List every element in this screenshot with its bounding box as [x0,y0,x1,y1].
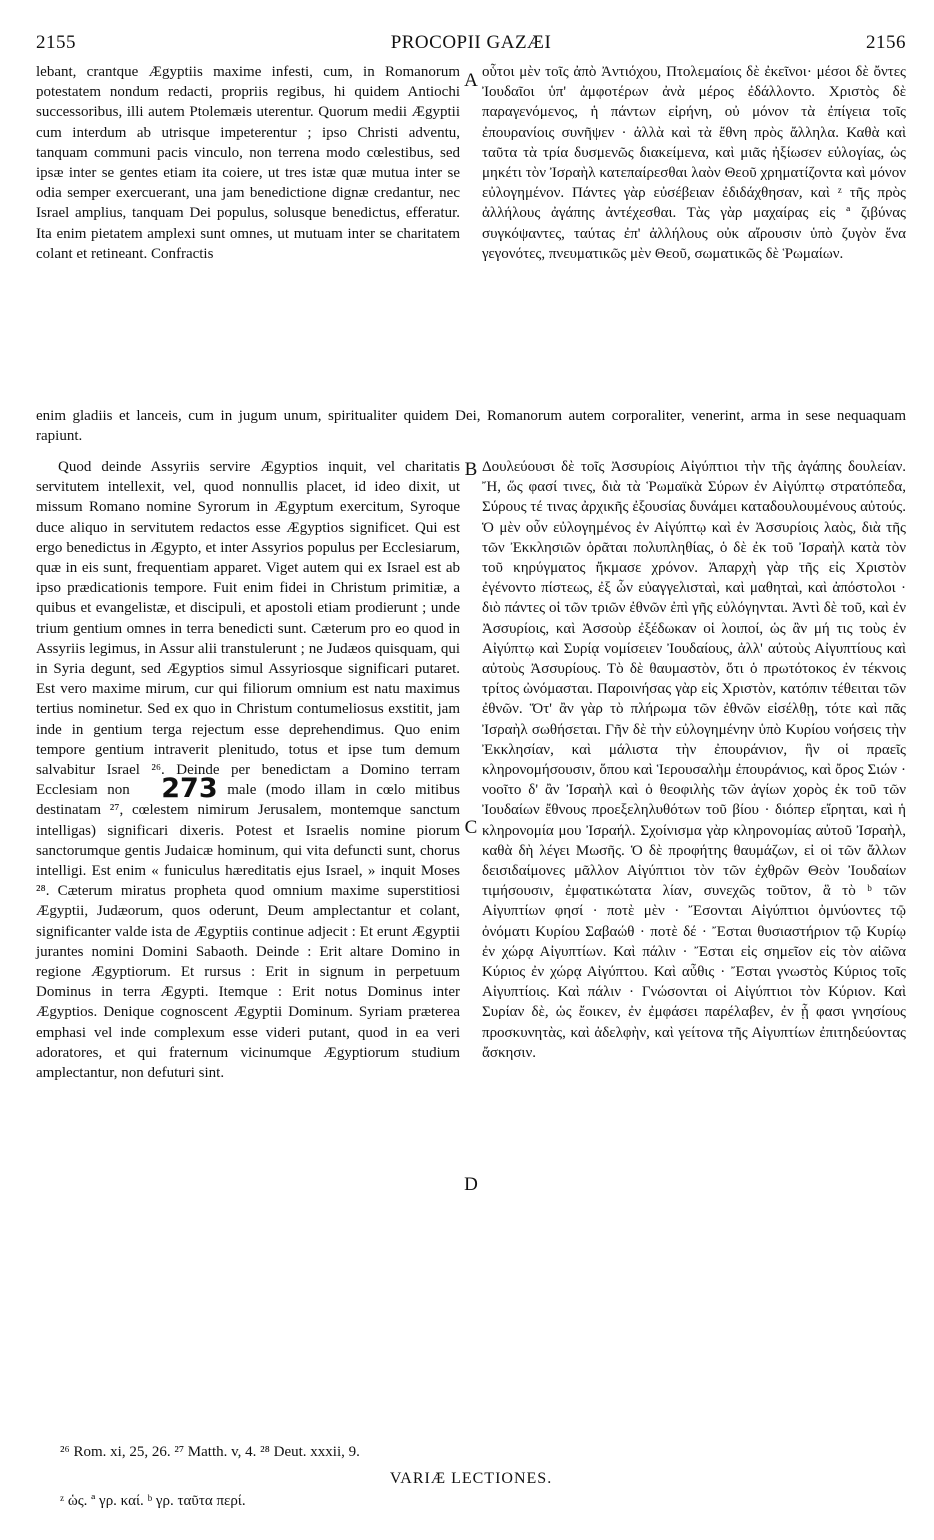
footnotes: ²⁶ Rom. xi, 25, 26. ²⁷ Matth. v, 4. ²⁸ Deut. xxxii, 9. [60,1444,360,1460]
margin-marker-a: A [464,70,478,91]
latin-main-paragraph [36,457,460,1083]
greek-main-paragraph: Δουλεύουσι δὲ τοῖς Ἀσσυρίοις Αἰγύπτιοι τὴν τῆς ἀγάπης δουλείαν. Ἤ, ὥς φασί τινες, διὰ τὰ Ῥωμαϊκὰ Σύρων ἐν Αἰγύπτῳ στρατόπεδα, Σύρους τέ τινας ἀρχικῆς ἐξουσίας δυνάμει καταδουλουμένους αὐτούς. Ὁ μὲν οὖν εὐλογημένος ἐν Αἰγύπτῳ καὶ ἐν Ἀσσυρίοις λαὸς, διὰ τῆς τῶν Ἐκκλησιῶν ὁρᾶται πολυπληθίας, ὁ δὲ ἐκ τοῦ Ἰσραὴλ κατὰ τὸν τοῦ κηρύγματος ἤκμασε χρόνον. Ἀπαρχὴ γὰρ τῆς εἰς Χριστὸν ἐγένοντο πίστεως, ἐξ ὧν εὐαγγελισταὶ, καὶ μαθηταὶ, καὶ ἀπόστολοι · διὸ πάντες οἱ τῶν τριῶν ἐθνῶν ἐπὶ γῆς εὐλόγηνται. Ἀντὶ δὲ τοῦ, καὶ ἐν Ἀσσυρίοις, καὶ Ἀσσοὺρ ἐξέδωκαν οἱ λοιποί, ὡς ἂν μή τις τοὺς ἐν Αἰγύπτῳ καὶ Συρίᾳ νομίσειεν Ἰουδαίους, ἀλλ' αὐτοὺς Αἰγυπτίους καὶ αὐτοὺς Ἀσσυρίους. Τὸ δὲ θαυμαστὸν, ὅτι ὁ πρωτότοκος ἐν τέκνοις τρίτος ὠνόμασται. Παροινήσας γὰρ εἰς Χριστὸν, κατόπιν τέθειται τῶν ἐθνῶν. Ὅτ' ἂν γὰρ τὸ πλήρωμα τῶν ἐθνῶν εἰσέλθῃ, τότε καὶ πᾶς Ἰσραὴλ σωθήσεται. Γῆν δὲ τὴν εὐλογημένην ὑπὸ Κυρίου νοήσεις τὴν Ἐκκλησίαν, καὶ μάλιστα τὴν ἐπουράνιον, ἣν οἱ πραεῖς κληρονομήσουσιν, ὅπου καὶ Ἱερουσαλὴμ ἐπουράνιος, καὶ ὄρος Σιών · νοοῖτο δ' ἂν Ἰσραὴλ καὶ ὁ θεοφιλὴς τῶν ἁγίων χορὸς ἐκ τοῦ τῶν Ἰουδαίων ἔθνους προεξεληλυθότων τοῦ βίου · διόπερ εἴρηται, καὶ ἡ κληρονομία μου Ἰσραήλ. Σχοίνισμα γὰρ κληρονομίας αὐτοῦ Ἰσραὴλ, καθὰ δὴ λέγει Μωσῆς. Ὁ δὲ προφήτης θαυμάζων, εἰ οἱ τῶν ἄλλων δεισιδαίμονες μᾶλλον Αἰγύπτιοι τὸν τῶν ἐχθρῶν Θεὸν Ἰουδαίων τιμήσουσιν, ἐμφατικώτατα λίαν, συνεχῶς τοῦτον, ἃ τὸ ᵇ τῶν Αἰγυπτίων φησί · ποτὲ μὲν · Ἔσονται Αἰγύπτιοι ὀμνύοντες τῷ ὀνόματι Κυρίου Σαβαώθ · ποτὲ δέ · Ἔσται θυσιαστήριον τῷ Κυρίῳ ἐν χώρᾳ Αἰγυπτίων. Καὶ πάλιν · Ἔσται εἰς σημεῖον εἰς τὸν αἰῶνα Κύριος ἐν χώρᾳ Αἰγύπτου. Καὶ αὖθις · Ἔσται γνωστὸς Κύριος τοῖς Αἰγυπτίοις. Καὶ πάλιν · Γνώσονται οἱ Αἰγύπτιοι τὸν Κύριον. Καὶ Συρίαν δὲ, ὡς ἔοικεν, ἐν ἐμφάσει παρέλαβεν, ἐν ᾗ φασι γνησίους προσκυνητὰς, καὶ ἀδελφὴν, καὶ γείτονα τῆς Αἰγυπτίων ἐπιτηδεύοντας ἄσκησιν. [482,459,906,1061]
margin-marker-b: B [464,459,478,480]
greek-column-main [482,457,906,1063]
latin-column-main [36,457,460,1083]
margin-marker-d: D [464,1174,478,1195]
variant-readings: ᶻ ὡς. ª γρ. καί. ᵇ γρ. ταῦτα περί. [60,1493,246,1509]
column-number: 273 [161,773,218,805]
latin-main-text-after: male (modo illam in cœlo mitibus destinatam ²⁷, cœlestem nimirum Jerusalem, montemque sanctum intelligas) significari dixeris. Potest et Israelis nomine piorum sanctorumque gentis Judaicæ hominum, qui vita defuncti sunt, chorus intelligi. Est enim « funiculus hæreditatis ejus Israel, » inquit Moses ²⁸. Cæterum miratus propheta quod omnium maxime superstitiosi Ægyptii, Judæorum, quos oderunt, Deum amplectantur et colant, significanter valde ista de Ægyptiis continue adjecit : Et erunt Ægyptii jurantes nomini Domini Sabaoth. Deinde : Erit altare Domino in regione Ægyptiorum. Et rursus : Erit in signum in perpetuum Dominus in terra Ægypti. Itemque : Erit notus Dominus inter Ægyptios. Denique cognoscent Ægyptii Dominum. Syriam præterea emphasi vel inde complexum esse videri putant, quod in ea veri adoratores, et qui fraternum vicinumque Ægyptiorum studium amplectantur, non defuturi sint. [36,782,460,1082]
right-page-number: 2156 [866,32,906,53]
latin-full-width-text [36,406,906,446]
full-width-paragraph: enim gladiis et lanceis, cum in jugum unum, spiritualiter quidem Dei, Romanorum autem corporaliter, venerint, arma in sese nequaquam rapiunt. [36,408,906,445]
page-header [36,32,906,60]
margin-marker-c: C [464,817,478,838]
greek-column-top [482,62,906,264]
latin-top-paragraph: lebant, crantque Ægyptiis maxime infesti, cum, in Romanorum potestatem nondum redacti, propriis regibus, hi quidem Antiochi successoribus, illi autem Ptolemæis uterentur. Quorum medii Ægyptii cum interdum ab utrisque impeterentur ; ipso Christi adventu, tanquam communi pacis vinculo, non terrena modo cœlestibus, sed ipsæ inter se gentes etiam ita coiere, ut tres istæ quæ mutua inter se odia semper exercuerant, una jam benedictione dignæ credantur, nec Israel amplius, tanquam Dei populus, solusque benedictus, efferatur. Ita enim pietatem amplexi sunt omnes, ut mutuam inter se charitatem colant et retineant. Confractis [36,64,460,262]
left-page-number: 2155 [36,32,76,53]
page [36,32,906,1522]
greek-top-paragraph: οὗτοι μὲν τοῖς ἀπὸ Ἀντιόχου, Πτολεμαίοις δὲ ἐκεῖνοι· μέσοι δὲ ὄντες Ἰουδαῖοι ὑπ' ἀμφοτέρων ἀνὰ μέρος ἐδάλλοντο. Χριστὸς δὲ παραγενόμενος, ἡ πάντων εἰρήνη, οὐ μόνον τὰ ἐπίγεια τοῖς ἐπουρανίοις συνῆψεν · ἀλλὰ καὶ τὰ ἔθνη πρὸς ἄλληλα. Καθὰ καὶ ταῦτα τὰ τρία δυσμενῶς διακείμενα, καὶ μιᾶς ἠξίωσεν εὐλογίας, ὡς μηκέτι τὸν Ἰσραὴλ κατεπαίρεσθαι λαὸν Θεοῦ χρηματίζοντα καὶ μόνον εὐλογημένον. Πάντες γὰρ εὐσέβειαν ἐδιδάχθησαν, καὶ ᶻ τῆς πρὸς ἀλλήλους ἀγάπης ἀντέχεσθαι. Τὰς γὰρ μαχαίρας εἰς ª ζιβύνας συγκόψαντες, ταύτας ἐπ' ἀλλήλους οὐκ αἴρουσιν ὑπὸ ζυγὸν ἕνα γεγονότες, πνευματικῶς μὲν Θεοῦ, σωματικῶς δὲ Ῥωμαίων. [482,64,906,262]
running-title: PROCOPII GAZÆI [390,32,552,53]
variae-lectiones-title: VARIÆ LECTIONES. [389,1470,553,1487]
latin-column-top [36,62,460,264]
latin-main-text-before: Quod deinde Assyriis servire Ægyptios inquit, vel charitatis servitutem intellexit, vel, quod nonnullis placet, id ideo dixit, ut missum Romano nomine Syrorum in Ægyptum exercitum, Syroque duce aliquo in servitutem redactos esse Ægyptios significet. Qui est ergo benedictus in Ægypto, et inter Assyrios populus per Ecclesiarum, quæ in eis sunt, frequentiam apparet. Viget autem qui ex Israel est ab ipso prædicationis tempore. Fuit enim fidei in Christum primitiæ, a quibus et evangelistæ, et discipuli, et apostoli etiam prodierunt ; unde trium gentium omnes in terra benedicti sunt. Cæterum pro eo quod in Assyriis legimus, in Assur alii transtulerunt ; ne Judæos quisquam, qui in Syria degunt, sed Ægyptios simul Assyriosque significari putaret. Est vero maxime mirum, cur qui filiorum omnium est natu maximus tertius nominetur. Sed ex quo in Christum contumeliosus exstitit, jam inde in gentium terga rejectum esse deprehendimus. Quo enim tempore gentium intraverit plenitudo, totus et ipse tum demum salvabitur Israel ²⁶. Deinde per benedictam a Domino terram Ecclesiam non [36,459,460,799]
